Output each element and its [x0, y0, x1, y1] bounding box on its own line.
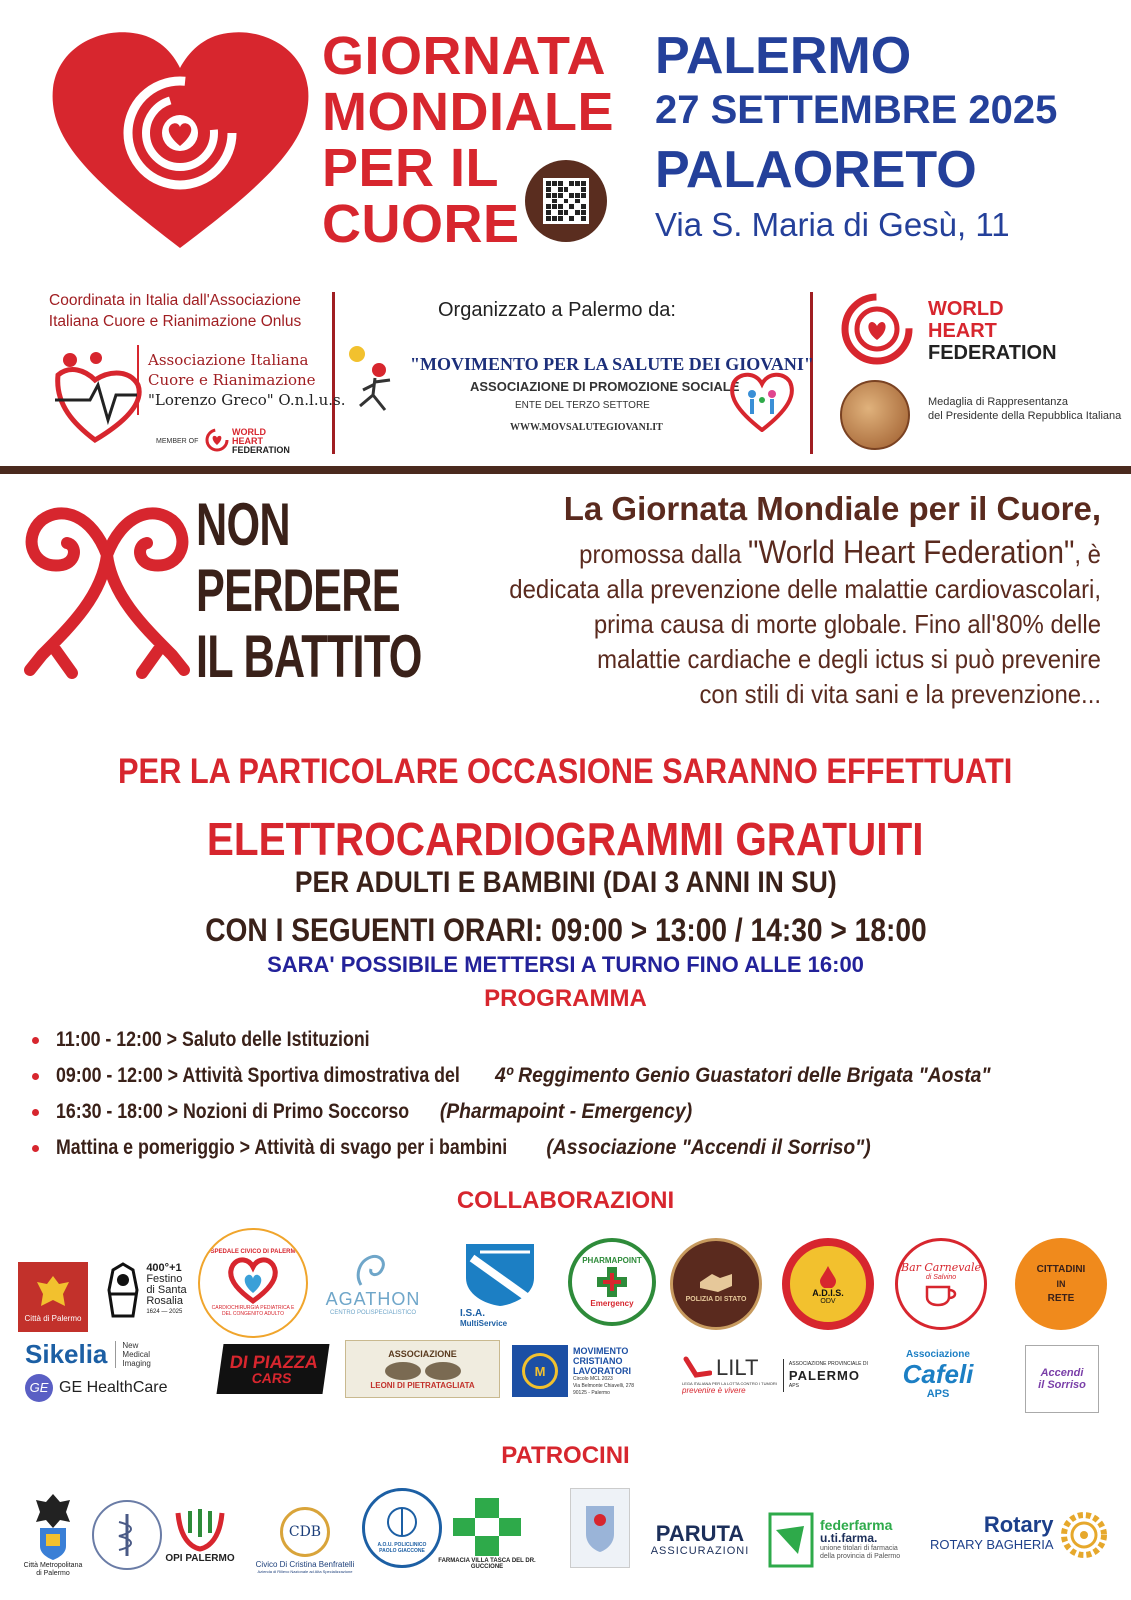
palermo-logo: Città di Palermo — [18, 1262, 88, 1332]
intro-body: promossa dalla "World Heart Federation", è dedicata alla prevenzione delle malattie cardiovascolari, prima causa di morte globale. Fino all'80% delle malattie cardiache e degli ictus si può prevenire con stili di vita sani e la prevenzione... — [509, 534, 1101, 709]
isa-shield-icon — [460, 1238, 540, 1308]
festino-logo: 400°+1 Festino di Santa Rosalia 1624 — 2025 — [100, 1255, 190, 1325]
bar-carnevale-logo: Bar Carnevale di Salvino — [895, 1238, 987, 1330]
address: Via S. Maria di Gesù, 11 — [655, 206, 1010, 243]
cdb-emblem-icon: CDB — [280, 1507, 330, 1557]
msg-url[interactable]: WWW.MOVSALUTEGIOVANI.IT — [510, 422, 663, 433]
ecg-line-1: PER LA PARTICOLARE OCCASIONE SARANNO EFFETTUATI — [118, 752, 1013, 791]
list-item: Mattina e pomeriggio > Attività di svago per i bambini(Associazione "Accendi il Sorriso") — [30, 1136, 1110, 1160]
intro-title: La Giornata Mondiale per il Cuore, — [563, 490, 1101, 527]
qr-code[interactable] — [525, 160, 607, 242]
sikelia-ge-logo: Sikelia New Medical Imaging GE GE HealthCare — [25, 1336, 200, 1404]
member-whf-text: WORLD HEART FEDERATION — [232, 427, 290, 455]
crest-figure-icon — [580, 1500, 620, 1556]
event-date: 27 SETTEMBRE 2025 — [655, 88, 1058, 132]
ribbon-heart-icon — [22, 495, 192, 680]
event-title: GIORNATA MONDIALE PER IL CUORE — [322, 26, 614, 254]
pharmacy-cross-icon — [451, 1496, 523, 1558]
msg-subtitle: ASSOCIAZIONE DI PROMOZIONE SOCIALE — [470, 379, 740, 394]
msg-name: "MOVIMENTO PER LA SALUTE DEI GIOVANI" — [410, 354, 814, 374]
ecg-hours: CON I SEGUENTI ORARI: 09:00 > 13:00 / 14:30 > 18:00 — [204, 912, 927, 948]
sicily-icon — [768, 1512, 814, 1568]
opi-hands-icon — [170, 1507, 230, 1553]
coordination-text: Coordinata in Italia dall'Associazione Italiana Cuore e Rianimazione Onlus — [48, 292, 302, 330]
handshake-icon — [696, 1266, 736, 1296]
isa-logo: I.S.A. MultiService — [450, 1233, 550, 1333]
lilt-person-icon — [682, 1355, 712, 1381]
heart-logo — [48, 28, 313, 253]
venue: PALAORETO — [655, 141, 977, 199]
rotary-logo: Rotary ROTARY BAGHERIA — [930, 1505, 1120, 1565]
lions-icon — [378, 1359, 468, 1381]
polizia-logo: POLIZIA DI STATO — [670, 1238, 762, 1330]
swan-icon — [351, 1249, 395, 1289]
omceo-logo — [92, 1500, 162, 1570]
ecg-headline: ELETTROCARDIOGRAMMI GRATUITI — [207, 813, 924, 865]
lilt-logo: LILT LEGA ITALIANA PER LA LOTTA CONTRO I TUMORI prevenire è vivere ASSOCIAZIONE PROVINCIALE DI PALERMO APS — [682, 1355, 868, 1395]
list-item: 09:00 - 12:00 > Attività Sportiva dimostrativa del4º Reggimento Genio Guastatori delle Brigata "Aosta" — [30, 1064, 1110, 1088]
medal-image — [840, 380, 910, 450]
eagle-icon — [35, 1272, 71, 1312]
heart-icon — [223, 1255, 283, 1305]
mcl-logo: M MOVIMENTO CRISTIANO LAVORATORI Circolo MCL 2023 Via Belmonte Chiavelli, 278 90125 - Palermo — [512, 1342, 662, 1400]
policlinico-logo: A.O.U. POLICLINICO PAOLO GIACCONE — [362, 1488, 442, 1568]
member-of-label: MEMBER OF — [156, 438, 199, 445]
paruta-logo: PARUTA ASSICURAZIONI — [650, 1521, 750, 1557]
saint-icon — [103, 1260, 143, 1320]
list-item: 16:30 - 18:00 > Nozioni di Primo Soccorso(Pharmapoint - Emergency) — [30, 1100, 1110, 1124]
programma-title: PROGRAMMA — [484, 985, 647, 1012]
accendi-il-sorriso-logo: Accendi il Sorriso — [1025, 1345, 1099, 1413]
institution-crest-logo — [570, 1488, 630, 1568]
civico-cardiochirurgia-logo: OSPEDALE CIVICO DI PALERMO CARDIOCHIRURGIA PEDIATRICA E DEL CONGENITO ADULTO — [198, 1228, 308, 1338]
citta-metropolitana-logo: Città Metropolitana di Palermo — [18, 1480, 88, 1590]
adis-logo: A.D.I.S. ODV — [782, 1238, 874, 1330]
family-heart-icon — [726, 370, 798, 432]
whf-name: WORLD HEART FEDERATION — [928, 298, 1057, 364]
ecg-queue-note: SARA' POSSIBILE METTERSI A TURNO FINO ALLE 16:00 — [267, 952, 864, 977]
collaborazioni-title: COLLABORAZIONI — [456, 1187, 675, 1214]
agathon-logo: AGATHON CENTRO POLISPECIALISTICO — [318, 1240, 428, 1325]
blood-drop-icon — [818, 1264, 838, 1288]
mcl-emblem-icon: M — [512, 1345, 568, 1397]
whf-heart-icon — [205, 428, 229, 452]
cittadini-in-rete-logo: CITTADINI IN RETE — [1015, 1238, 1107, 1330]
coffee-cup-icon — [923, 1281, 959, 1307]
caduceus-icon — [107, 1510, 147, 1560]
ge-icon: GE — [25, 1374, 53, 1402]
list-item: 11:00 - 12:00 > Saluto delle Istituzioni — [30, 1028, 1110, 1052]
program-list — [30, 1028, 1110, 1172]
section-divider — [0, 466, 1131, 474]
di-piazza-cars-logo: DI PIAZZA CARS — [216, 1344, 329, 1394]
medal-text: Medaglia di Rappresentanza del Presidente della Repubblica Italiana — [928, 396, 1122, 422]
opi-palermo-logo: OPI PALERMO — [160, 1495, 240, 1575]
runner-icon — [345, 340, 413, 420]
leoni-pietratagliata-logo: ASSOCIAZIONE LEONI DI PIETRATAGLIATA — [345, 1340, 500, 1398]
cross-icon — [595, 1265, 629, 1299]
ecg-audience: PER ADULTI E BAMBINI (DAI 3 ANNI IN SU) — [294, 866, 837, 899]
organized-label: Organizzato a Palermo da: — [438, 299, 676, 321]
policlinico-emblem-icon — [384, 1502, 420, 1542]
city: PALERMO — [655, 27, 912, 85]
whf-logo — [840, 292, 915, 367]
coat-of-arms-icon — [30, 1492, 76, 1562]
farmacia-villa-tasca-logo: FARMACIA VILLA TASCA DEL DR. GUCCIONE — [432, 1488, 542, 1578]
aicr-name: Associazione Italiana Cuore e Rianimazione "Lorenzo Greco" O.n.l.u.s. — [148, 351, 346, 409]
federfarma-logo: federfarma u.ti.farma. unione titolari di farmacia della provincia di Palermo — [768, 1500, 928, 1580]
cdb-logo: CDB Civico Di Cristina Benfratelli Azienda di Rilievo Nazionale ad Alta Specializzazione — [250, 1500, 360, 1580]
pharmapoint-logo: PHARMAPOINT Emergency — [568, 1238, 656, 1326]
patrocini-title: PATROCINI — [501, 1442, 630, 1469]
rotary-wheel-icon — [1060, 1511, 1108, 1559]
msg-subtitle-2: ENTE DEL TERZO SETTORE — [515, 400, 650, 411]
slogan: NON PERDERE IL BATTITO — [196, 491, 422, 690]
cafeli-logo: Associazione Cafeli APS — [902, 1348, 974, 1400]
